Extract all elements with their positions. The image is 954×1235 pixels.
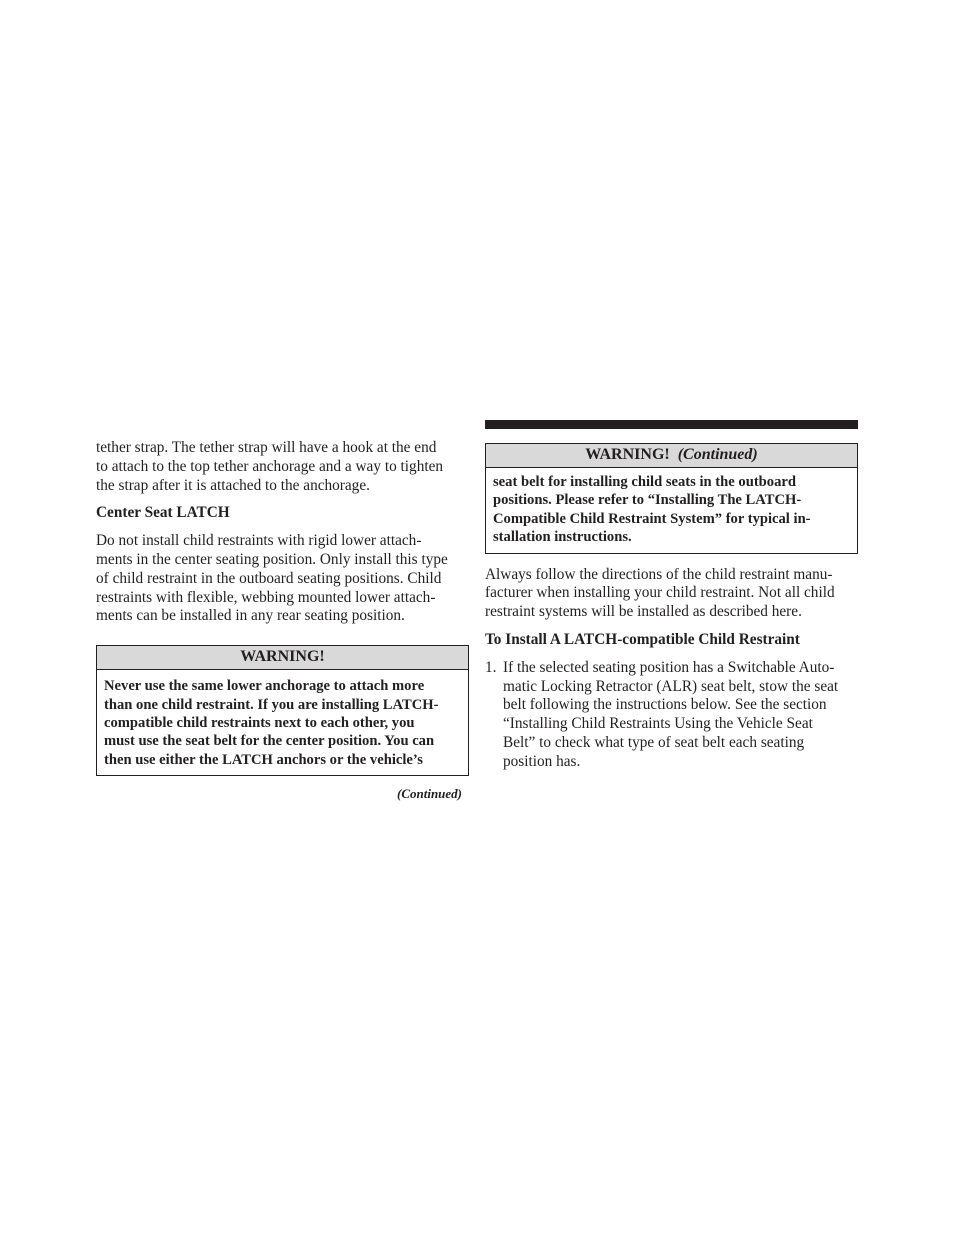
text-line: the strap after it is attached to the anchorage. [96,476,370,494]
text-line: of child restraint in the outboard seating positions. Child [96,569,442,587]
text-line: matic Locking Retractor (ALR) seat belt, stow the seat [503,677,839,695]
continued-note: (Continued) [396,786,462,802]
warning-title-text: WARNING! [585,446,670,463]
warning-title [486,444,857,468]
text-line: tether strap. The tether strap will have a hook at the end [96,439,437,456]
text-line: compatible child restraints next to each other, you [104,714,415,731]
text-line: Compatible Child Restraint System” for typical in- [493,510,811,527]
warning-box-continued [485,443,858,554]
section-heading-center-seat-latch: Center Seat LATCH [96,504,230,522]
text-line: facturer when installing your child restraint. Not all child [485,584,835,602]
text-line: must use the seat belt for the center position. You can [104,733,435,750]
text-line: Belt” to check what type of seat belt each seating [503,734,805,751]
warning-box [96,645,469,776]
directions-paragraph [485,566,858,622]
text-line: than one child restraint. If you are installing LATCH- [104,696,439,713]
warning-text [97,670,468,775]
text-line: Never use the same lower anchorage to attach more [104,678,425,695]
center-seat-paragraph [96,532,469,626]
section-bar [485,420,858,429]
text-line: seat belt for installing child seats in the outboard [493,474,796,490]
warning-title-suffix: (Continued) [677,446,758,463]
text-line: stallation instructions. [493,529,632,546]
text-line: positions. Please refer to “Installing The LATCH- [493,492,802,509]
list-item [485,659,858,772]
list-number: 1. [485,658,497,676]
warning-text [486,468,857,553]
intro-paragraph [96,439,469,495]
text-line: ments in the center seating position. Only install this type [96,550,448,568]
text-line: then use either the LATCH anchors or the vehicle’s [104,751,423,768]
text-line: “Installing Child Restraints Using the Vehicle Seat [503,715,813,733]
text-line: Do not install child restraints with rigid lower attach- [96,532,422,550]
right-column [485,420,858,772]
text-line: ments can be installed in any rear seating position. [96,607,405,625]
text-line: restraint systems will be installed as described here. [485,603,802,621]
text-line: position has. [503,752,581,770]
section-heading-install-latch: To Install A LATCH-compatible Child Restraint [485,631,800,649]
text-line: restraints with flexible, webbing mounted lower attach- [96,588,436,606]
warning-title: WARNING! [97,646,468,670]
text-line: belt following the instructions below. See the section [503,696,827,714]
text-line: to attach to the top tether anchorage and a way to tighten [96,457,444,475]
text-line: Always follow the directions of the child restraint manu- [485,565,833,583]
left-column [96,439,469,802]
text-line: If the selected seating position has a Switchable Auto- [503,658,835,676]
